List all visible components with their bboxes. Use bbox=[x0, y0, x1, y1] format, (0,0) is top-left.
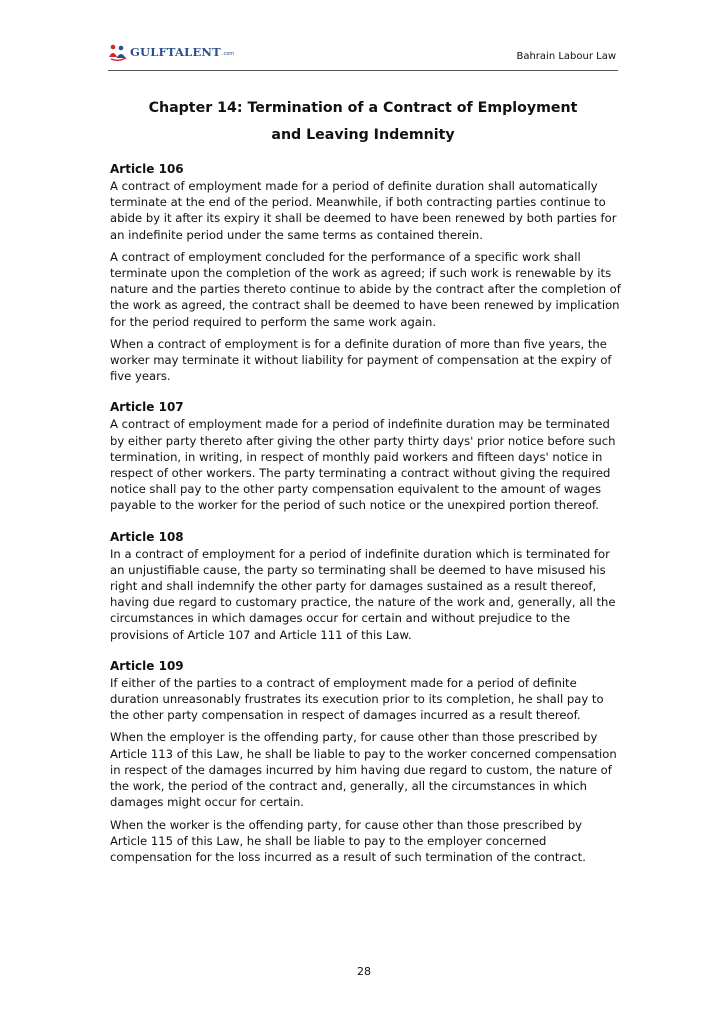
article-heading: Article 108 bbox=[110, 529, 184, 544]
chapter-title bbox=[108, 95, 618, 149]
page-header bbox=[108, 38, 618, 71]
page-number: 28 bbox=[357, 965, 371, 978]
article-paragraph: A contract of employment made for a period of definite duration shall automatically terminate at the end of the period. Meanwhile, if both contracting parties continue to abide by it after its expiry it shall be deemed to have been renewed by both parties for an indefinite period under the same terms as contained therein. bbox=[110, 179, 617, 242]
article-paragraph: A contract of employment concluded for the performance of a specific work shall terminate upon the completion of the work as agreed; if such work is renewable by its nature and the parties thereto continue to abide by the contract after the completion of the work as agreed, the contract shall be deemed to have been renewed by implication for the period required to perform the same work again. bbox=[110, 249, 621, 329]
logo-wordmark: GULFTALENT bbox=[130, 45, 221, 59]
article-106 bbox=[110, 160, 622, 384]
article-heading: Article 107 bbox=[110, 400, 184, 415]
articles-body bbox=[110, 160, 622, 879]
article-paragraph: A contract of employment made for a period of indefinite duration may be terminated by either party thereto after giving the other party thirty days' prior notice before such termination, in writing, in respect of monthly paid workers and fifteen days' notice in respect of other workers. The party terminating a contract without giving the required notice shall pay to the other party compensation equivalent to the amount of wages payable to the worker for the period of such notice or the unexpired portion thereof. bbox=[110, 417, 616, 513]
gulftalent-logo bbox=[108, 43, 234, 61]
article-paragraph: If either of the parties to a contract of employment made for a period of definite duration unreasonably frustrates its execution prior to its completion, he shall pay to the other party compensation in respect of damages incurred as a result thereof. bbox=[110, 675, 604, 723]
document-title: Bahrain Labour Law bbox=[516, 51, 616, 62]
article-heading: Article 106 bbox=[110, 162, 184, 176]
article-paragraph: When the employer is the offending party, for cause other than those prescribed by Article 113 of this Law, he shall be liable to pay to the worker concerned compensation in respect of the damages incurred by him having due regard to custom, the nature of the work, the period of the contract and, generally, all the circumstances in which damages might occur for certain. bbox=[110, 730, 617, 810]
article-paragraph: When a contract of employment is for a definite duration of more than five years, the worker may terminate it without liability for payment of compensation at the expiry of five years. bbox=[110, 336, 612, 384]
article-paragraph: When the worker is the offending party, for cause other than those prescribed by Article 115 of this Law, he shall be liable to pay to the employer concerned compensation for the loss incurred as a result of such termination of the contract. bbox=[110, 817, 586, 864]
article-paragraph: In a contract of employment for a period of indefinite duration which is terminated for an unjustifiable cause, the party so terminating shall be deemed to have misused his right and shall indemnify the other party for damages sustained as a result thereof, having due regard to customary practice, the nature of the work and, generally, all the circumstances in which damages occur for certain and without prejudice to the provisions of Article 107 and Article 111 of this Law. bbox=[110, 546, 616, 642]
people-logo-icon bbox=[108, 43, 128, 61]
logo-domain-suffix: .com bbox=[221, 51, 235, 57]
article-107 bbox=[110, 398, 622, 513]
article-108 bbox=[110, 528, 622, 643]
article-109 bbox=[110, 657, 622, 865]
chapter-title-line-2: and Leaving Indemnity bbox=[271, 127, 455, 143]
article-heading: Article 109 bbox=[110, 658, 184, 673]
chapter-title-line-1: Chapter 14: Termination of a Contract of Employment bbox=[148, 100, 578, 116]
